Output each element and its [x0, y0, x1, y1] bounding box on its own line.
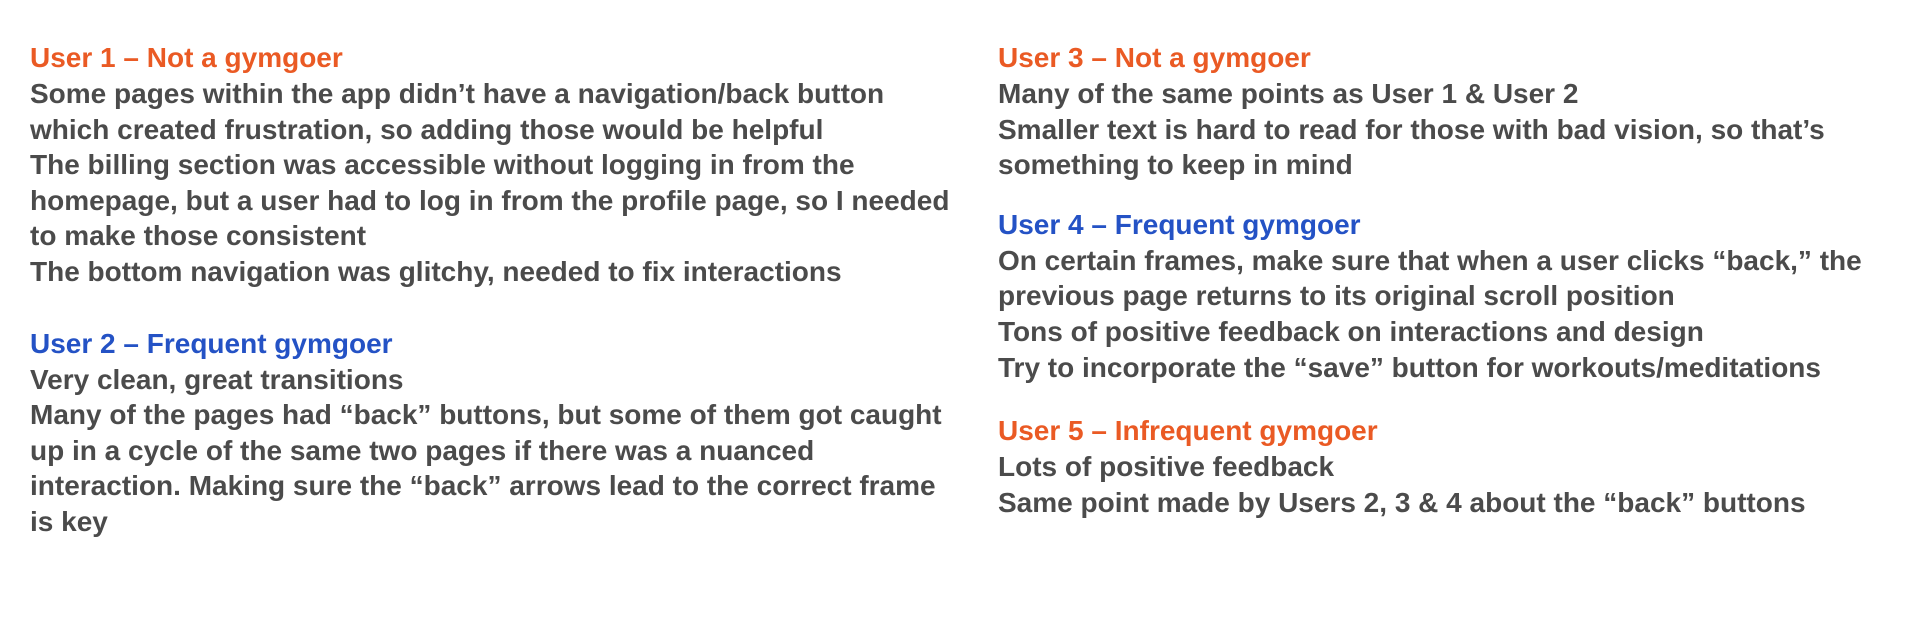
user5-feedback [998, 413, 1908, 520]
left-column [30, 40, 950, 540]
user1-point-2: The billing section was accessible without logging in from the homepage, but a user had to log in from the profile page, so I needed to make those consistent [30, 149, 950, 252]
user4-points [998, 243, 1908, 385]
user3-point-1: Many of the same points as User 1 & User 2 [998, 78, 1579, 109]
user2-point-1: Very clean, great transitions [30, 363, 404, 395]
user4-point-1: On certain frames, make sure that when a user clicks “back,” the previous page returns to its original scroll position [998, 244, 1862, 312]
user4-point-3: Try to incorporate the “save” button for workouts/meditations [998, 351, 1821, 383]
user4-point-2: Tons of positive feedback on interactions and design [998, 315, 1704, 347]
user5-points [998, 449, 1908, 520]
user1-point-1: Some pages within the app didn’t have a navigation/back button which created frustration, so adding those would be helpful [30, 78, 885, 145]
user3-heading: User 3 – Not a gymgoer [998, 42, 1311, 73]
user1-heading: User 1 – Not a gymgoer [30, 42, 343, 73]
user2-heading: User 2 – Frequent gymgoer [30, 327, 393, 359]
user1-points [30, 76, 950, 290]
user5-heading: User 5 – Infrequent gymgoer [998, 415, 1378, 447]
user1-point-3: The bottom navigation was glitchy, needed to fix interactions [30, 255, 842, 287]
user3-feedback [998, 40, 1908, 183]
user3-points [998, 76, 1908, 183]
user5-point-2: Same point made by Users 2, 3 & 4 about the “back” buttons [998, 486, 1806, 518]
user2-point-2: Many of the pages had “back” buttons, but some of them got caught up in a cycle of the same two pages if there was a nuanced interaction. Making sure the “back” arrows lead to the correct frame is key [30, 399, 942, 537]
user5-point-1: Lots of positive feedback [998, 451, 1335, 483]
user4-heading: User 4 – Frequent gymgoer [998, 208, 1361, 240]
user2-feedback [30, 326, 950, 540]
user3-point-2: Smaller text is hard to read for those with bad vision, so that’s something to keep in mind [998, 113, 1825, 181]
user4-feedback [998, 207, 1908, 385]
right-column [998, 40, 1908, 520]
user2-points [30, 362, 950, 540]
user1-feedback [30, 40, 950, 290]
